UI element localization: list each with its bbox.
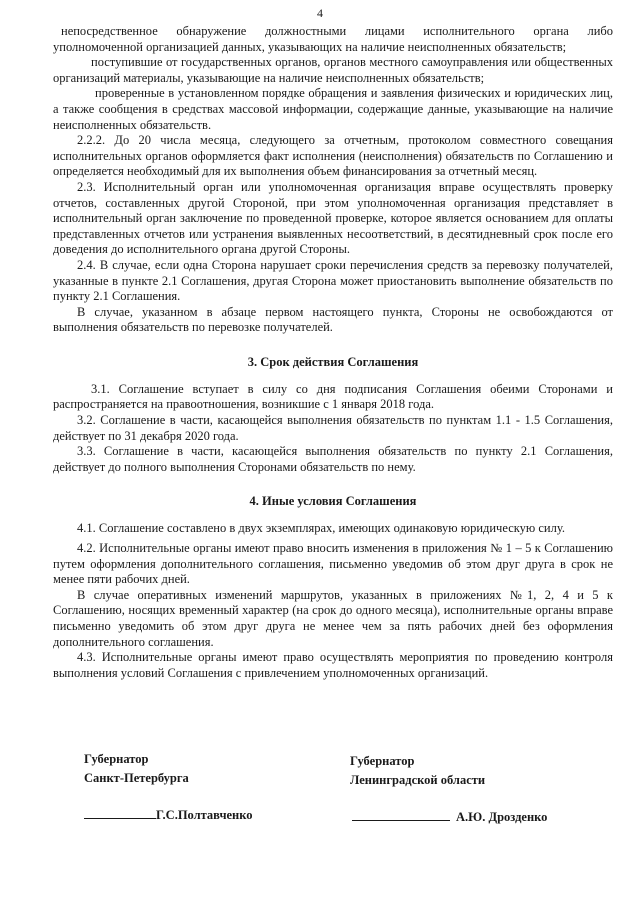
- paragraph: 4.2. Исполнительные органы имеют право вносить изменения в приложения № 1 – 5 к Соглашению путем оформления дополнительного соглашения, письменно уведомив об этом друг друга в срок не менее пяти рабочих дней.: [53, 541, 613, 587]
- paragraph: 2.3. Исполнительный орган или уполномоченная организация вправе осуществлять проверку отчетов, составленных другой Стороной, при этом уполномоченная организация представляет в исполнительный орган заключение по проведенной проверке, которое является основанием для оплаты представленных отчетов или устранения выявленных несоответствий, в десятидневный срок после его доведения до исполнительного органа другой Стороны.: [53, 179, 613, 257]
- paragraph: 3.3. Соглашение в части, касающейся выполнения обязательств по пункту 2.1 Соглашения, действует до полного выполнения Сторонами обязательств по нему.: [53, 444, 613, 474]
- paragraph: В случае оперативных изменений маршрутов, указанных в приложениях №1, 2, 4 и 5 к Соглашению, носящих временный характер (на срок до одного месяца), исполнительные органы вправе письменно уведомить об этом друг друга не менее чем за пять рабочих дней без оформления дополнительного соглашения.: [53, 587, 613, 649]
- signatory-title: Губернатор: [84, 752, 149, 766]
- page-number: 4: [317, 6, 323, 20]
- signature-underline: [352, 808, 450, 821]
- signature-underline: [84, 806, 156, 819]
- paragraph: 2.2.2. До 20 числа месяца, следующего за отчетным, протоколом совместного совещания исполнительных органов оформляется факт исполнения (неисполнения) обязательств по Соглашению и определяется необходимый для их выполнения объем финансирования за отчетный месяц.: [53, 133, 613, 179]
- signatory-region: Санкт-Петербурга: [84, 771, 189, 785]
- paragraph: 2.4. В случае, если одна Сторона нарушает сроки перечисления средств за перевозку получателей, указанные в пункте 2.1 Соглашения, другая Сторона может приостановить выполнение обязательств по пункту 2.1 Соглашения.: [53, 257, 613, 304]
- signature-line-left: [84, 806, 253, 823]
- paragraph: непосредственное обнаружение должностными лицами исполнительного органа либо уполномоченной организацией данных, указывающих на наличие неисполненных обязательств;: [53, 24, 613, 54]
- signatory-title: Губернатор: [350, 754, 415, 768]
- paragraph: поступившие от государственных органов, органов местного самоуправления или общественных организаций материалы, указывающие на наличие неисполненных обязательств;: [53, 55, 613, 85]
- section-4-title: 4. Иные условия Соглашения: [249, 494, 417, 509]
- signatory-region: Ленинградской области: [350, 773, 486, 787]
- signature-line-right: [352, 808, 547, 825]
- signatory-name: Г.С.Полтавченко: [156, 808, 253, 822]
- paragraph: проверенные в установленном порядке обращения и заявления физических и юридических лиц, а также сообщения в средствах массовой информации, содержащие данные, указывающие на наличие неисполненных обязательств.: [53, 86, 613, 132]
- paragraph: В случае, указанном в абзаце первом настоящего пункта, Стороны не освобождаются от выполнения обязательств по перевозке получателей.: [53, 304, 613, 335]
- paragraph: 3.1. Соглашение вступает в силу со дня подписания Соглашения обеими Сторонами и распространяется на правоотношения, возникшие с 1 января 2018 года.: [53, 381, 613, 412]
- signatory-name: А.Ю. Дрозденко: [456, 810, 548, 824]
- signature-block-right: [350, 752, 485, 790]
- signature-block-left: [84, 750, 189, 788]
- document-body: [53, 24, 613, 681]
- paragraph: 3.2. Соглашение в части, касающейся выполнения обязательств по пунктам 1.1 - 1.5 Соглашения, действует по 31 декабря 2020 года.: [53, 413, 613, 443]
- section-3-title: 3. Срок действия Соглашения: [247, 354, 419, 369]
- paragraph: 4.3. Исполнительные органы имеют право осуществлять мероприятия по проведению контроля выполнения условий Соглашения с привлечением уполномоченных организаций.: [53, 650, 613, 680]
- paragraph: 4.1. Соглашение составлено в двух экземплярах, имеющих одинаковую юридическую силу.: [77, 521, 565, 536]
